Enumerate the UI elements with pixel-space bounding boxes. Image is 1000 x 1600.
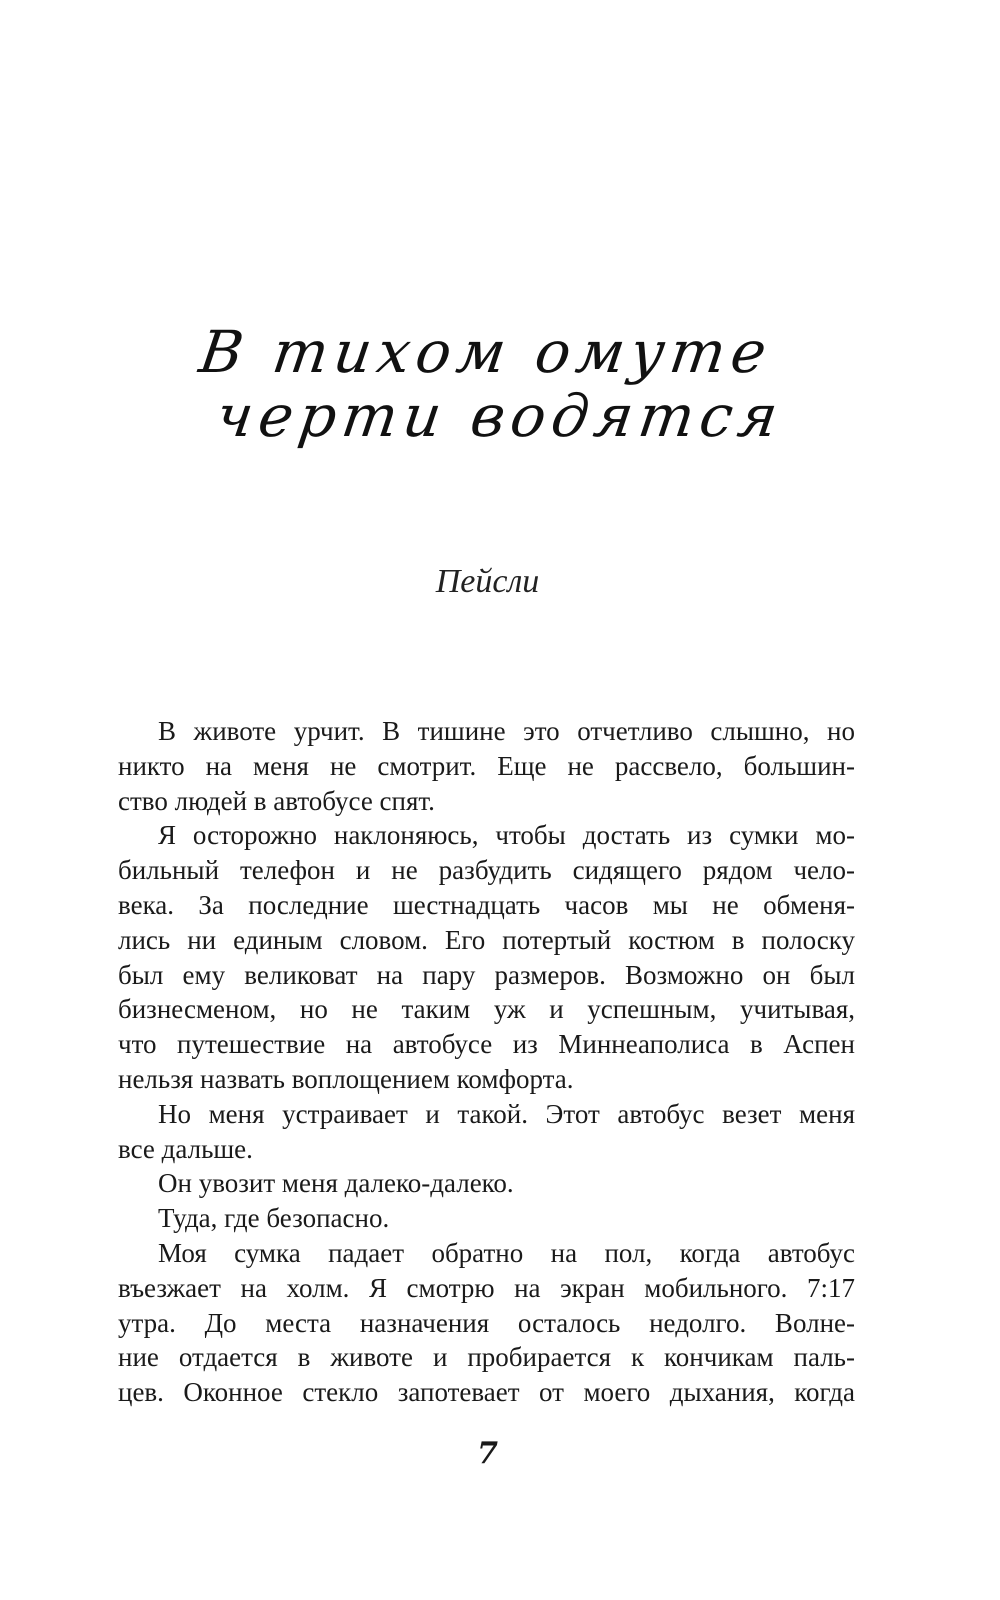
text-line: бизнесменом, но не таким уж и успешным, учитывая, <box>118 994 855 1025</box>
text-line: был ему великоват на пару размеров. Возможно он был <box>118 959 855 990</box>
page-number: 7 <box>477 1436 498 1471</box>
text-line: Туда, где безопасно. <box>158 1203 390 1234</box>
book-title-line-1: В тихом омуте <box>195 318 777 386</box>
text-line: что путешествие на автобусе из Миннеаполиса в Аспен <box>118 1029 855 1060</box>
text-line: цев. Оконное стекло запотевает от моего дыхания, когда <box>118 1377 855 1408</box>
text-line: Моя сумка падает обратно на пол, когда автобус <box>158 1237 855 1268</box>
book-title-line-2: черти водятся <box>212 382 788 450</box>
text-line: ство людей в автобусе спят. <box>118 785 435 816</box>
text-line: никто на меня не смотрит. Еще не рассвело, большин- <box>118 750 855 781</box>
chapter-heading: Пейсли <box>435 563 540 600</box>
text-line: Я осторожно наклоняюсь, чтобы достать из сумки мо- <box>158 820 855 851</box>
body-text <box>118 714 855 1410</box>
text-line: ние отдается в животе и пробирается к кончикам паль- <box>118 1342 855 1373</box>
text-line: Он увозит меня далеко-далеко. <box>158 1168 514 1199</box>
text-line: нельзя назвать воплощением комфорта. <box>118 1063 574 1094</box>
text-line: В животе урчит. В тишине это отчетливо слышно, но <box>158 716 855 746</box>
text-line: утра. До места назначения осталось недолго. Волне- <box>118 1307 855 1338</box>
text-line: Но меня устраивает и такой. Этот автобус везет меня <box>158 1098 855 1129</box>
text-line: въезжает на холм. Я смотрю на экран мобильного. 7:17 <box>118 1272 855 1303</box>
text-line: все дальше. <box>118 1133 253 1164</box>
text-line: бильный телефон и не разбудить сидящего рядом чело- <box>118 855 855 886</box>
text-line: лись ни единым словом. Его потертый костюм в полоску <box>118 924 855 955</box>
text-line: века. За последние шестнадцать часов мы не обменя- <box>118 889 855 920</box>
